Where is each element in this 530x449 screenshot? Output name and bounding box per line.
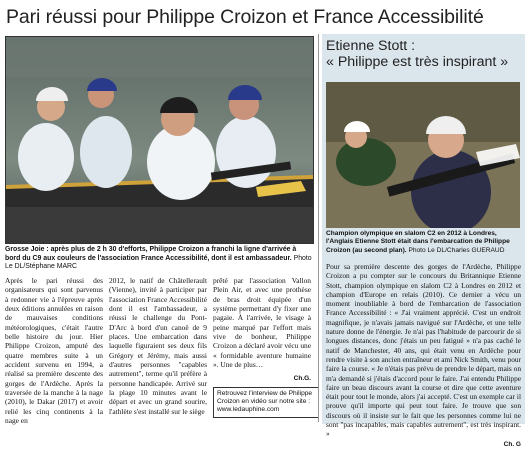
sidebar-caption-credit: Photo Le DL/Charles GUERAUD (408, 246, 505, 254)
column-3-text: prêté par l'association Vallon Plein Air, et avec une prothèse de bras droit équipée d'un système permettant d'y fixer une pagaie. À l'arrivée, le visage à peine marqué par l'effort mais vive de bonheur, Philippe Croizon a déclaré avoir vécu une « formidable aventure humaine ». Une de plus… (213, 276, 311, 370)
video-promo-box[interactable] (213, 387, 319, 418)
kayaker-image (326, 82, 520, 228)
article-column-3 (213, 276, 311, 384)
sidebar-title-line-1: Etienne Stott : (326, 38, 416, 54)
article-column-2 (109, 276, 207, 416)
main-photo (5, 36, 314, 244)
sidebar-caption-text: Champion olympique en slalom C2 en 2012 à Londres, l'Anglais Etienne Stott était dans l'embarcation de Philippe Croizon (au second plan). (326, 230, 510, 254)
main-caption-text: Grosse Joie : après plus de 2 h 30 d'efforts, Philippe Croizon a franchi la ligne d'arrivée à bord du C9 aux couleurs de l'association France Accessibilité, dont il est ambassadeur. (5, 246, 297, 262)
headline: Pari réussi pour Philippe Croizon et France Accessibilité (6, 6, 484, 28)
column-2-text: 2012, le natif de Châtellerault (Vienne), invité à participer par l'association France Accessibilité dont il est l'ambassadeur, a réussi le challenge du Pont-D'Arc à bord d'un canoë de 9 places. Une embarcation dans laquelle figuraient ses deux fils Grégory et Jérémy, mais aussi d'autres personnes "capables autrement", terme qu'il préfère à personne handicapée. Arrivé sur la plage 10 minutes avant le départ et avec un grand sourire, l'athlète s'est installé sur le siège (109, 276, 207, 416)
main-caption-credit: Photo Le DL/Stéphane MARC (5, 254, 312, 271)
sidebar-article (322, 34, 525, 448)
article-signature: Ch.G. (293, 375, 311, 383)
video-promo-text: Retrouvez l'interview de Philippe Croizon en vidéo sur notre site : www.ledauphine.com (217, 390, 313, 414)
sidebar-signature: Ch. G (503, 440, 521, 448)
sidebar-title-line-2: « Philippe est très inspirant » (326, 54, 509, 70)
sidebar-photo-caption (326, 230, 522, 255)
canoe-crew-image (6, 37, 313, 243)
column-1-text: Après le pari réussi des organisateurs qui sont parvenus à redonner vie à l'épreuve après deux éditions annulées en raison de mauvaises conditions météorologiques, c'était l'autre belle histoire du jour. Hier Philippe Croizon, amputé des quatre membres suite à un accident survenu en 1994, a réalisé sa première descente des gorges de l'Ardèche. Après la traversée de la manche à la nage (2010), le Dakar (2017) et avoir relié les cinq continents à la nage en (5, 276, 103, 426)
main-photo-caption (5, 246, 313, 272)
column-divider (318, 34, 319, 422)
article-column-1 (5, 276, 103, 426)
sidebar-body (326, 262, 521, 449)
sidebar-paragraph: Pour sa première descente des gorges de l'Ardèche, Philippe Croizon a pu compter sur le concours du Britannique Etienne Stott, champion olympique en slalom C2 à Londres en 2012 et champion d'Europe en relais (2010). Ce dernier a vécu un moment inoubliable à bord de l'embarcation de l'association France Accessibilité : « J'ai vraiment apprécié. C'est un endroit magnifique, je n'avais jamais navigué sur l'Ardèche, et une telle nature donne de l'énergie. Je n'ai pas l'habitude de parcourir de si longues distances, donc j'étais un peu fatigué » n'a pas caché le natif de Manchester, 40 ans, qui était venu en Ardèche pour rendre visite à son ancien entraîneur et ami Nick Smith, venu pour faire la course. « Je n'étais pas prévu de prendre le départ, mais on m'a demandé si j'étais d'accord pour le faire. J'ai entendu Philippe faire un beau discours avant la course et dire que cette aventure était pour tout le monde, alors j'ai accepté. C'est un exemple car il prouve qu'il importe qui peut tout faire. Je trouve que son discours où il insiste sur le fait que les personnes comme lui ne sont "pas incapables, mais capables autrement", est très inspirant. » (326, 262, 521, 439)
sidebar-photo (326, 82, 520, 228)
sidebar-title (326, 38, 522, 70)
